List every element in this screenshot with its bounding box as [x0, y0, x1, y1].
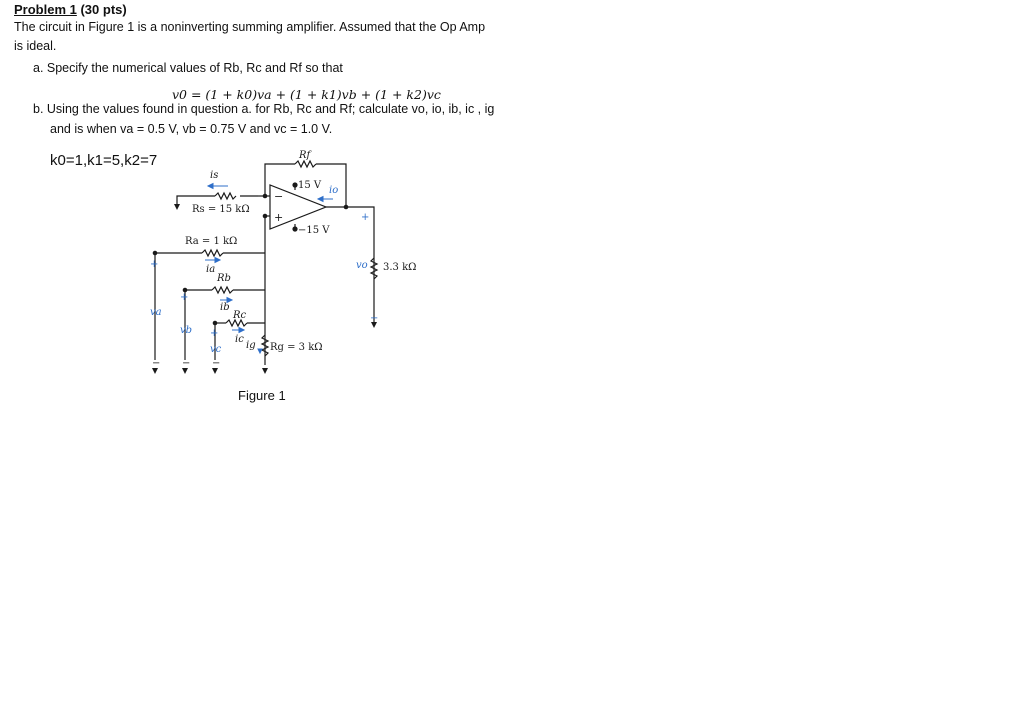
va-minus-sign: −: [152, 358, 161, 369]
problem-points: (30 pts): [76, 2, 127, 17]
vc-plus-sign: +: [210, 328, 219, 339]
va-plus-sign: +: [150, 259, 159, 270]
vb-minus-sign: −: [182, 358, 191, 369]
rb-label: Rb: [217, 273, 231, 284]
circuit-diagram: [140, 140, 440, 385]
is-label: is: [210, 170, 219, 181]
vneg-label: −15 V: [298, 225, 330, 236]
ig-label: ig: [246, 340, 256, 351]
part-a-text: a. Specify the numerical values of Rb, Rc and Rf so that: [33, 61, 343, 75]
intro-line-1: The circuit in Figure 1 is a noninverting summing amplifier. Assumed that the Op Amp: [14, 20, 486, 34]
vb-plus-sign: +: [180, 292, 189, 303]
rf-label: Rf: [299, 150, 311, 161]
vb-label: vb: [180, 325, 193, 336]
rg-label: Rg = 3 kΩ: [270, 342, 323, 353]
k-values: k0=1,k1=5,k2=7: [50, 152, 158, 169]
vc-label: vc: [210, 344, 222, 355]
gain-equation: v0 = (1 + k0)va + (1 + k1)vb + (1 + k2)vc: [172, 87, 441, 102]
rc-label: Rc: [233, 310, 247, 321]
part-b-text-2: and is when va = 0.5 V, vb = 0.75 V and vc = 1.0 V.: [50, 122, 333, 136]
vo-plus-sign: +: [361, 212, 370, 223]
ia-label: ia: [206, 264, 216, 275]
rs-label: Rs = 15 kΩ: [192, 204, 250, 215]
vc-minus-sign: −: [212, 358, 221, 369]
ib-label: ib: [220, 302, 230, 313]
rload-label: 3.3 kΩ: [383, 262, 417, 273]
opamp-minus-label: −: [274, 190, 284, 203]
problem-title: [14, 2, 127, 17]
opamp-plus-label: +: [274, 211, 284, 224]
ic-label: ic: [235, 334, 244, 345]
figure-caption: Figure 1: [238, 388, 286, 403]
part-b-text-1: b. Using the values found in question a. for Rb, Rc and Rf; calculate vo, io, ib, ic , ig: [33, 102, 495, 116]
va-label: va: [150, 307, 162, 318]
ra-label: Ra = 1 kΩ: [185, 236, 238, 247]
vpos-label: 15 V: [298, 180, 322, 191]
io-label: io: [329, 185, 339, 196]
vo-minus-sign: −: [370, 313, 379, 324]
problem-heading: Problem 1: [14, 2, 77, 17]
vo-label: vo: [356, 260, 368, 271]
intro-line-2: is ideal.: [14, 39, 57, 53]
